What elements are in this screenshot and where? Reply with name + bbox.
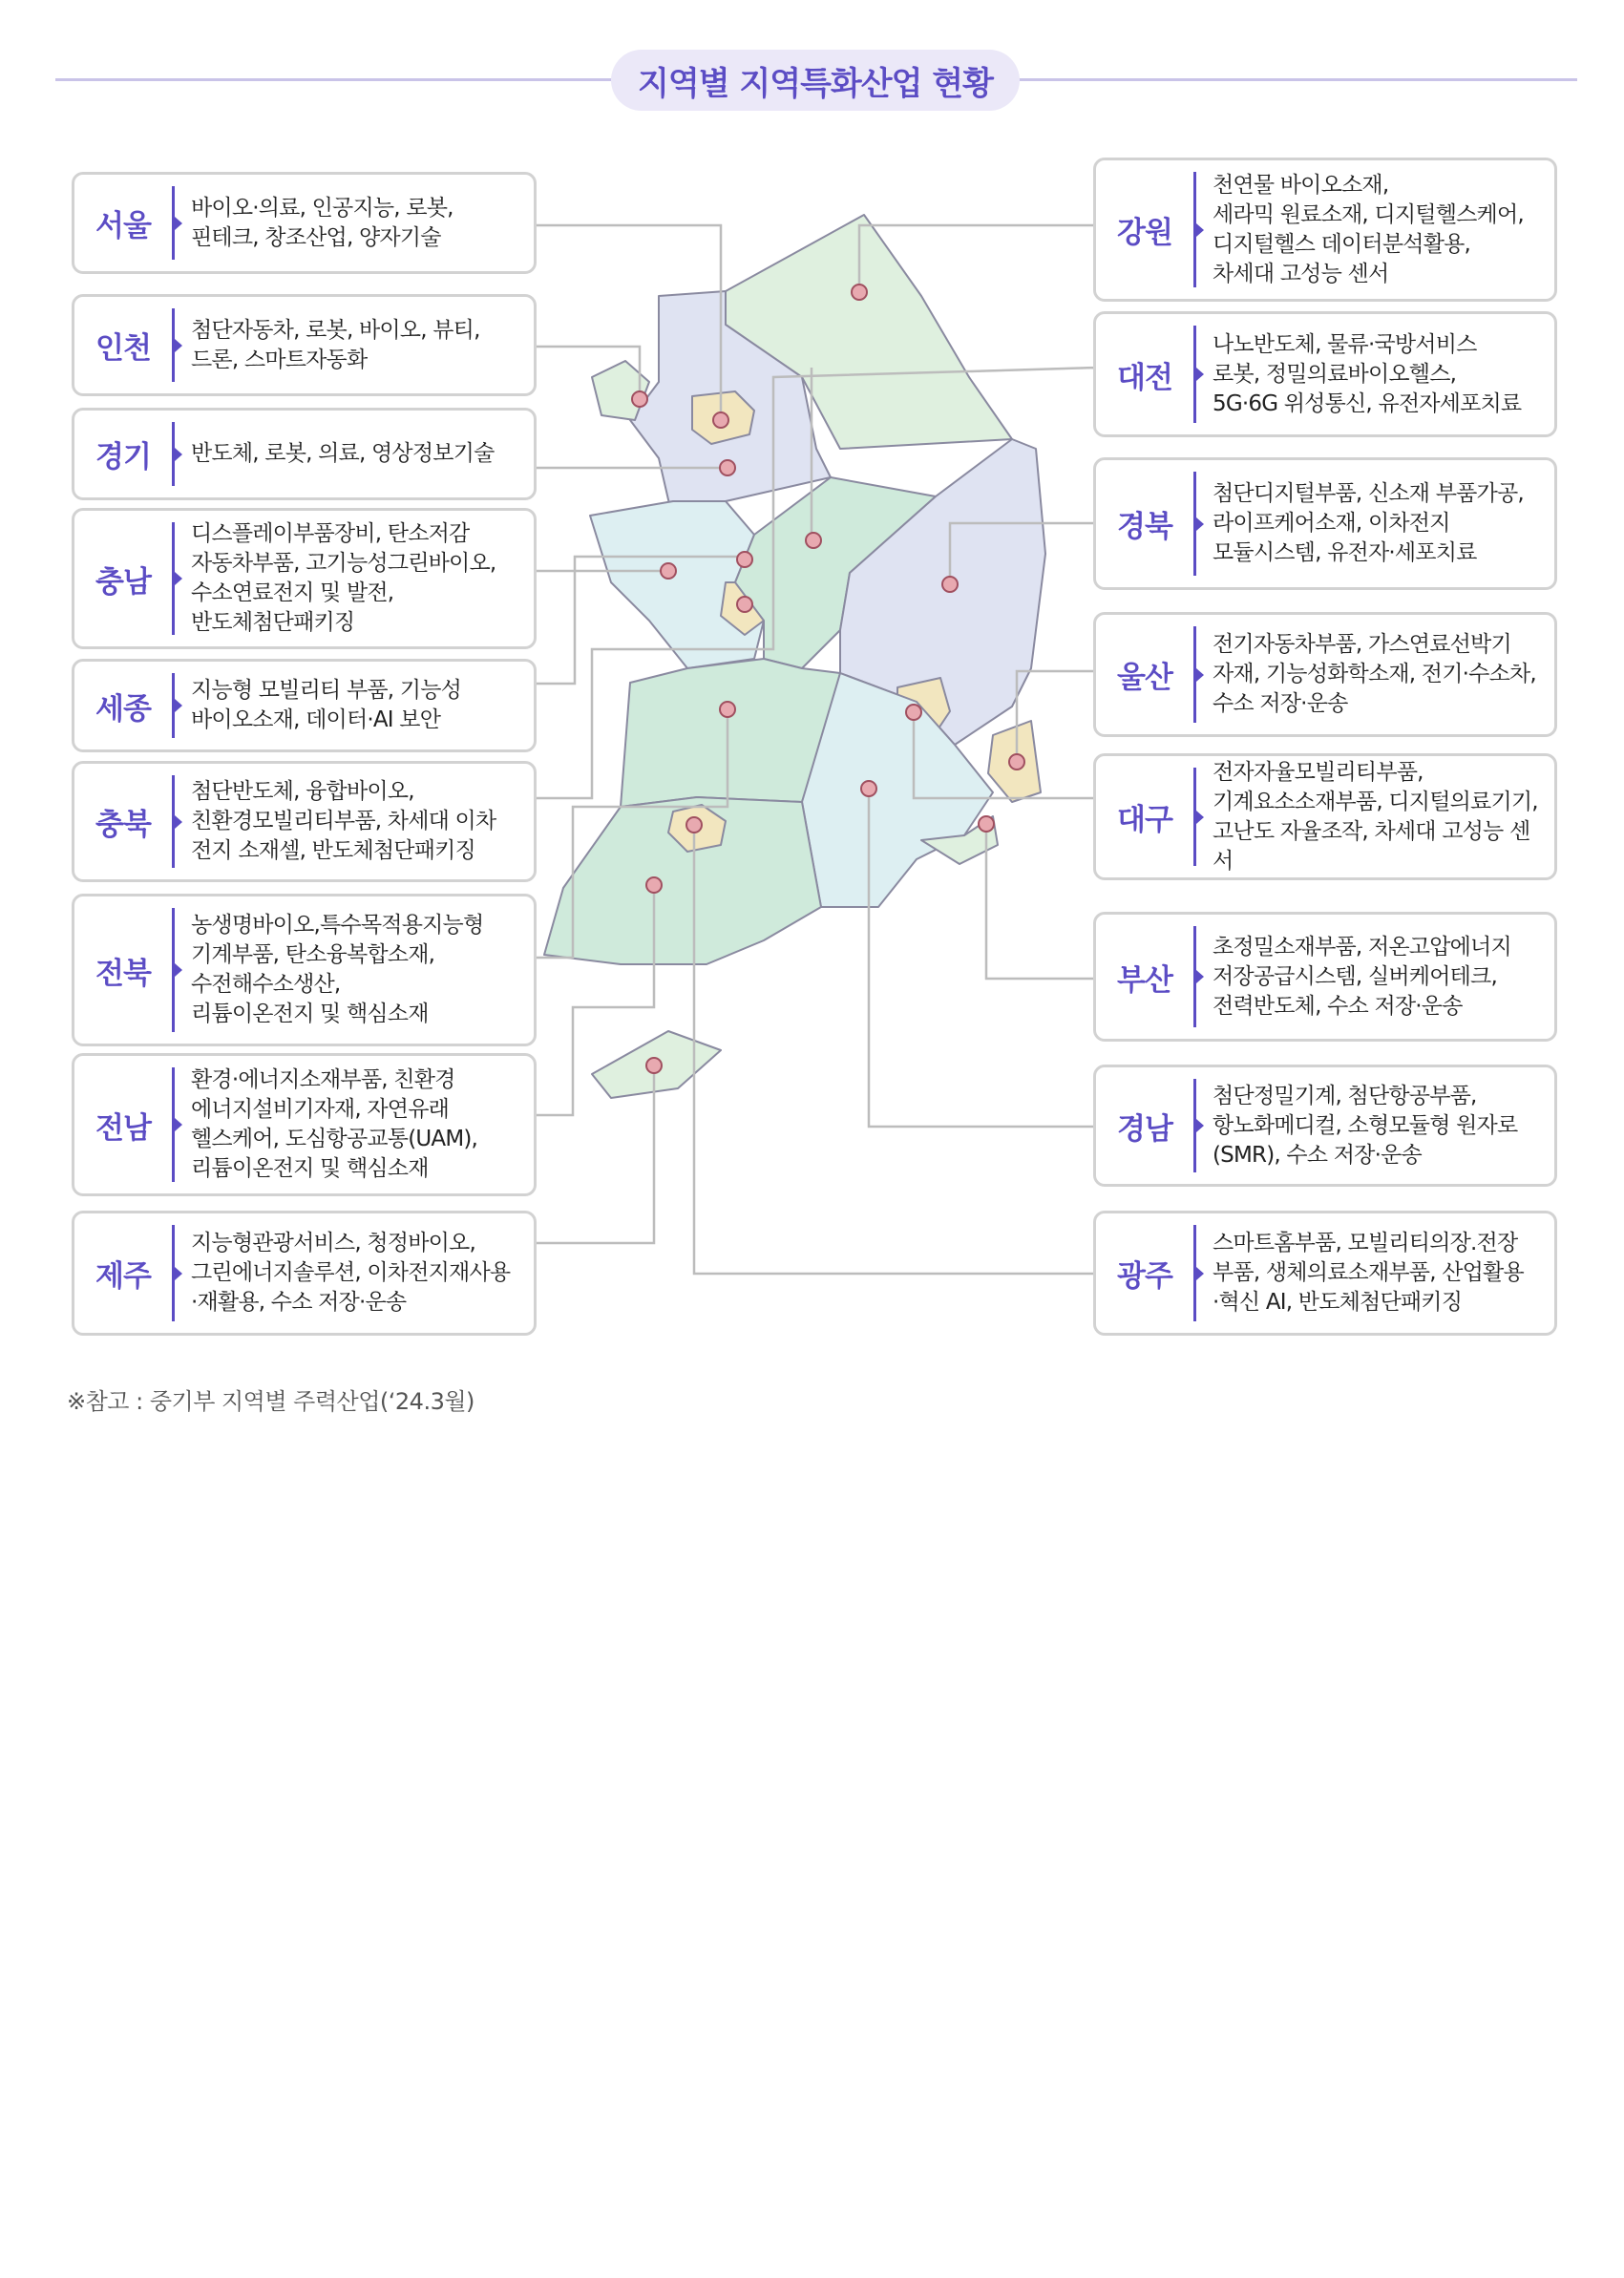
region-industries: 첨단정밀기계, 첨단항공부품, 항노화메디컬, 소형모듈형 원자로 (SMR), 수소 저장·운송: [1213, 1083, 1518, 1168]
region-box-gyeongnam: [1093, 1065, 1557, 1187]
region-box-jeonbuk: [72, 894, 537, 1046]
dot-jeju: [646, 1058, 662, 1073]
dot-incheon: [632, 391, 647, 407]
dot-daegu: [906, 705, 921, 720]
dot-sejong: [737, 552, 752, 567]
region-industries: 스마트홈부품, 모빌리티의장.전장 부품, 생체의료소재부품, 산업활용 ·혁신 AI, 반도체첨단패키징: [1213, 1231, 1524, 1315]
pointer-arrow-icon: [172, 1225, 175, 1321]
pointer-arrow-icon: [1193, 926, 1196, 1027]
pointer-arrow-icon: [172, 522, 175, 635]
region-industries: 나노반도체, 물류·국방서비스 로봇, 정밀의료바이오헬스, 5G·6G 위성통신, 유전자세포치료: [1213, 331, 1522, 416]
region-industries: 농생명바이오,특수목적용지능형 기계부품, 탄소융복합소재, 수전해수소생산, 리튬이온전지 및 핵심소재: [191, 913, 484, 1026]
source-note: ※참고 : 중기부 지역별 주력산업(‘24.3월): [67, 1388, 475, 1415]
dot-chungbuk: [806, 533, 821, 548]
pointer-arrow-icon: [1193, 768, 1196, 866]
region-name: 세종: [95, 691, 151, 727]
pointer-arrow-icon: [1193, 626, 1196, 723]
region-industries: 바이오·의료, 인공지능, 로봇, 핀테크, 창조산업, 양자기술: [191, 195, 453, 250]
pointer-arrow-icon: [1193, 472, 1196, 576]
region-industries: 디스플레이부품장비, 탄소저감 자동차부품, 고기능성그린바이오, 수소연료전지 및 발전, 반도체첨단패키징: [191, 521, 496, 635]
pointer-arrow-icon: [172, 673, 175, 738]
region-name: 충남: [95, 564, 151, 600]
dot-gyeongnam: [861, 781, 876, 796]
region-name: 제주: [95, 1259, 151, 1294]
region-industries: 첨단반도체, 융합바이오, 친환경모빌리티부품, 차세대 이차 전지 소재셀, 반도체첨단패키징: [191, 779, 496, 863]
region-box-incheon: [72, 294, 537, 396]
region-name: 경기: [95, 440, 151, 475]
dot-ulsan: [1009, 754, 1024, 770]
region-name: 대전: [1117, 360, 1172, 395]
dot-gyeonggi: [720, 460, 735, 475]
pointer-arrow-icon: [172, 908, 175, 1032]
dot-gyeongbuk: [942, 577, 958, 592]
region-name: 광주: [1117, 1259, 1172, 1294]
region-name: 서울: [95, 209, 151, 243]
region-box-gyeongbuk: [1093, 457, 1557, 590]
region-box-daegu: [1093, 753, 1557, 880]
region-industries: 지능형관광서비스, 청정바이오, 그린에너지솔루션, 이차전지재사용 ·재활용, 수소 저장·운송: [191, 1231, 511, 1315]
connector-busan: [986, 826, 1098, 979]
region-box-jeonnam: [72, 1053, 537, 1196]
pointer-arrow-icon: [1193, 326, 1196, 423]
dot-seoul: [713, 412, 728, 428]
region-name: 강원: [1117, 216, 1172, 250]
dot-gwangju: [686, 817, 702, 833]
region-name: 울산: [1117, 661, 1172, 695]
region-box-gwangju: [1093, 1211, 1557, 1336]
region-box-chungnam: [72, 508, 537, 649]
dot-jeonbuk: [720, 702, 735, 717]
region-box-busan: [1093, 912, 1557, 1042]
dot-chungnam: [661, 563, 676, 579]
region-name: 인천: [95, 331, 151, 366]
pointer-arrow-icon: [172, 775, 175, 868]
region-name: 부산: [1117, 962, 1172, 998]
region-box-ulsan: [1093, 612, 1557, 737]
page-title: 지역별 지역특화산업 현황: [611, 50, 1020, 111]
pointer-arrow-icon: [172, 422, 175, 486]
region-name: 전북: [95, 956, 151, 991]
dot-jeonnam: [646, 877, 662, 893]
region-name: 경북: [1117, 510, 1172, 544]
region-box-seoul: [72, 172, 537, 274]
pointer-arrow-icon: [172, 1067, 175, 1182]
region-box-daejeon: [1093, 311, 1557, 437]
region-name: 대구: [1117, 803, 1172, 837]
region-name: 전남: [95, 1110, 151, 1146]
region-industries: 첨단자동차, 로봇, 바이오, 뷰티, 드론, 스마트자동화: [191, 317, 480, 372]
region-box-gyeonggi: [72, 408, 537, 500]
region-industries: 전자자율모빌리티부품, 기계요소소재부품, 디지털의료기기, 고난도 자율조작, 차세대 고성능 센서: [1213, 759, 1538, 874]
pointer-arrow-icon: [172, 308, 175, 382]
dot-gangwon: [852, 285, 867, 300]
region-industries: 반도체, 로봇, 의료, 영상정보기술: [191, 441, 495, 466]
region-box-jeju: [72, 1211, 537, 1336]
region-industries: 전기자동차부품, 가스연료선박기 자재, 기능성화학소재, 전기·수소차, 수소 저장·운송: [1213, 632, 1536, 716]
region-industries: 환경·에너지소재부품, 친환경 에너지설비기자재, 자연유래 헬스케어, 도심항공교통(UAM), 리튬이온전지 및 핵심소재: [191, 1067, 478, 1181]
region-industries: 천연물 바이오소재, 세라믹 원료소재, 디지털헬스케어, 디지털헬스 데이터분석활용, 차세대 고성능 센서: [1213, 172, 1524, 286]
region-name: 경남: [1117, 1111, 1172, 1147]
pointer-arrow-icon: [172, 186, 175, 260]
region-box-gangwon: [1093, 158, 1557, 302]
dot-daejeon: [737, 597, 752, 612]
dot-busan: [979, 816, 994, 832]
region-name: 충북: [95, 808, 151, 842]
region-industries: 초정밀소재부품, 저온고압에너지 저장공급시스템, 실버케어테크, 전력반도체, 수소 저장·운송: [1213, 934, 1511, 1019]
region-box-chungbuk: [72, 761, 537, 882]
pointer-arrow-icon: [1193, 1225, 1196, 1321]
pointer-arrow-icon: [1193, 1079, 1196, 1172]
pointer-arrow-icon: [1193, 172, 1196, 287]
region-box-sejong: [72, 659, 537, 752]
region-industries: 첨단디지털부품, 신소재 부품가공, 라이프케어소재, 이차전지 모듈시스템, 유전자·세포치료: [1213, 481, 1524, 565]
region-industries: 지능형 모빌리티 부품, 기능성 바이오소재, 데이터·AI 보안: [191, 678, 462, 732]
